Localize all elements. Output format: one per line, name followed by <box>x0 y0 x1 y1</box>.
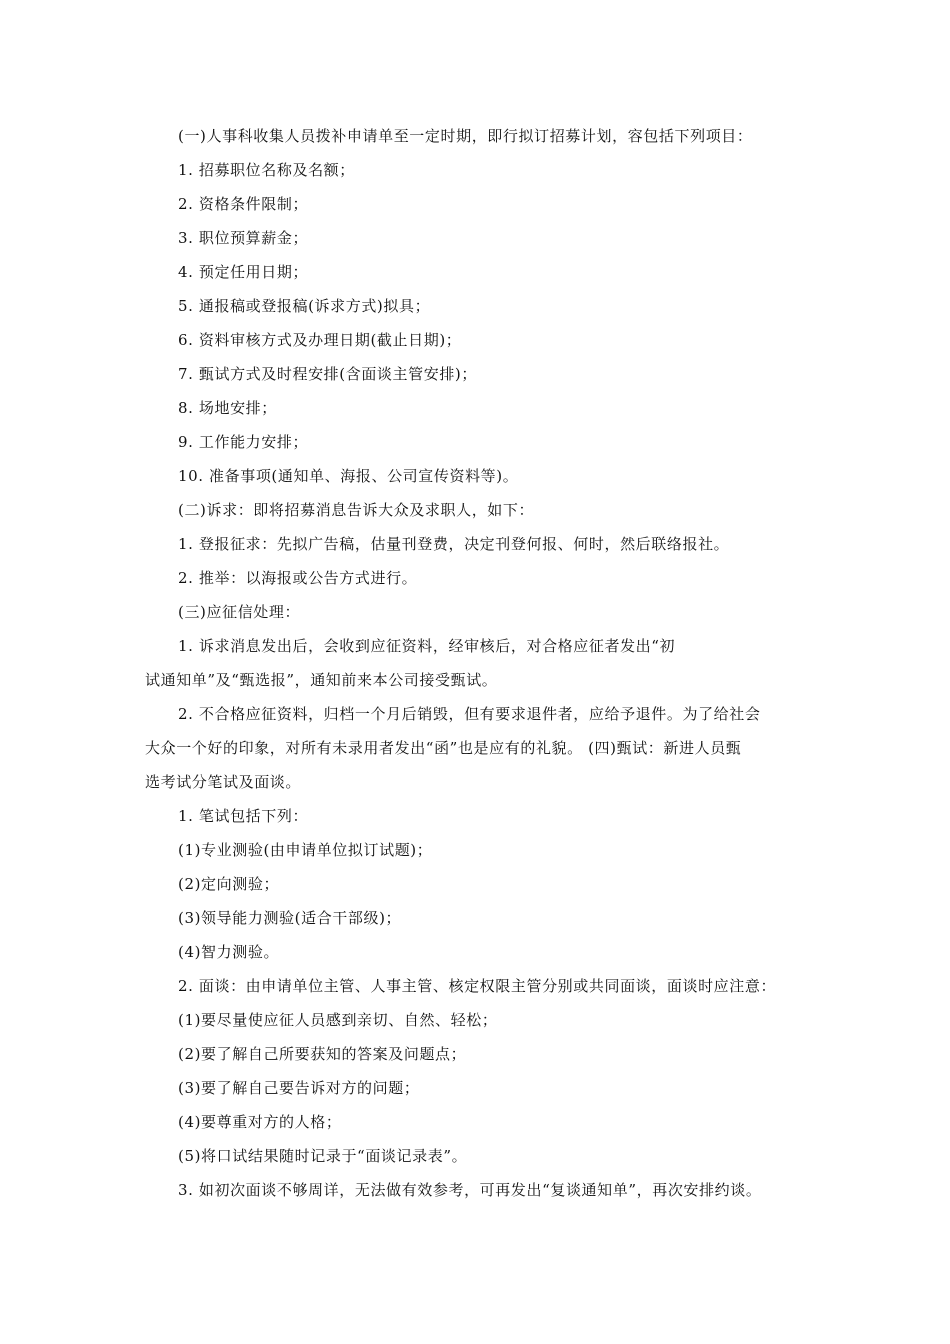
list-item: 4. 预定任用日期； <box>178 263 309 281</box>
sub-list-item: (1)专业测验(由申请单位拟订试题)； <box>178 841 433 859</box>
list-item: 7. 甄试方式及时程安排(含面谈主管安排)； <box>178 365 477 383</box>
list-item: 1. 招募职位名称及名额； <box>178 161 355 179</box>
list-item: 6. 资料审核方式及办理日期(截止日期)； <box>178 331 462 349</box>
list-item: 2. 推举：以海报或公告方式进行。 <box>178 569 418 587</box>
section-heading-1: (一)人事科收集人员拨补申请单至一定时期，即行拟订招募计划，容包括下列项目： <box>178 127 753 145</box>
paragraph-continuation: 选考试分笔试及面谈。 <box>145 773 302 791</box>
list-item: 3. 职位预算薪金； <box>178 229 309 247</box>
sub-list-item: (5)将口试结果随时记录于“面谈记录表”。 <box>178 1147 468 1165</box>
sub-list-item: (4)要尊重对方的人格； <box>178 1113 342 1131</box>
list-item: 8. 场地安排； <box>178 399 277 417</box>
sub-list-item: (4)智力测验。 <box>178 943 280 961</box>
paragraph-continuation: 大众一个好的印象，对所有未录用者发出“函”也是应有的礼貌。 (四)甄试：新进人员甄 <box>145 739 742 757</box>
section-heading-2: (二)诉求：即将招募消息告诉大众及求职人，如下： <box>178 501 535 519</box>
paragraph-continuation: 试通知单”及“甄选报”，通知前来本公司接受甄试。 <box>145 671 498 689</box>
list-item: 2. 不合格应征资料，归档一个月后销毁，但有要求退件者，应给予退件。为了给社会 <box>178 705 761 723</box>
list-item: 5. 通报稿或登报稿(诉求方式)拟具； <box>178 297 431 315</box>
sub-list-item: (2)要了解自己所要获知的答案及问题点； <box>178 1045 467 1063</box>
list-item: 1. 笔试包括下列： <box>178 807 309 825</box>
list-item: 9. 工作能力安排； <box>178 433 309 451</box>
sub-list-item: (3)领导能力测验(适合干部级)； <box>178 909 402 927</box>
list-item: 1. 诉求消息发出后，会收到应征资料，经审核后，对合格应征者发出“初 <box>178 637 676 655</box>
list-item: 2. 面谈：由申请单位主管、人事主管、核定权限主管分别或共同面谈，面谈时应注意： <box>178 977 777 995</box>
list-item: 10. 准备事项(通知单、海报、公司宣传资料等)。 <box>178 467 519 485</box>
list-item: 2. 资格条件限制； <box>178 195 309 213</box>
list-item: 3. 如初次面谈不够周详，无法做有效参考，可再发出“复谈通知单”，再次安排约谈。 <box>178 1181 762 1199</box>
section-heading-3: (三)应征信处理： <box>178 603 301 621</box>
sub-list-item: (2)定向测验； <box>178 875 280 893</box>
sub-list-item: (3)要了解自己要告诉对方的问题； <box>178 1079 420 1097</box>
sub-list-item: (1)要尽量使应征人员感到亲切、自然、轻松； <box>178 1011 498 1029</box>
list-item: 1. 登报征求：先拟广告稿，估量刊登费，决定刊登何报、何时，然后联络报社。 <box>178 535 730 553</box>
